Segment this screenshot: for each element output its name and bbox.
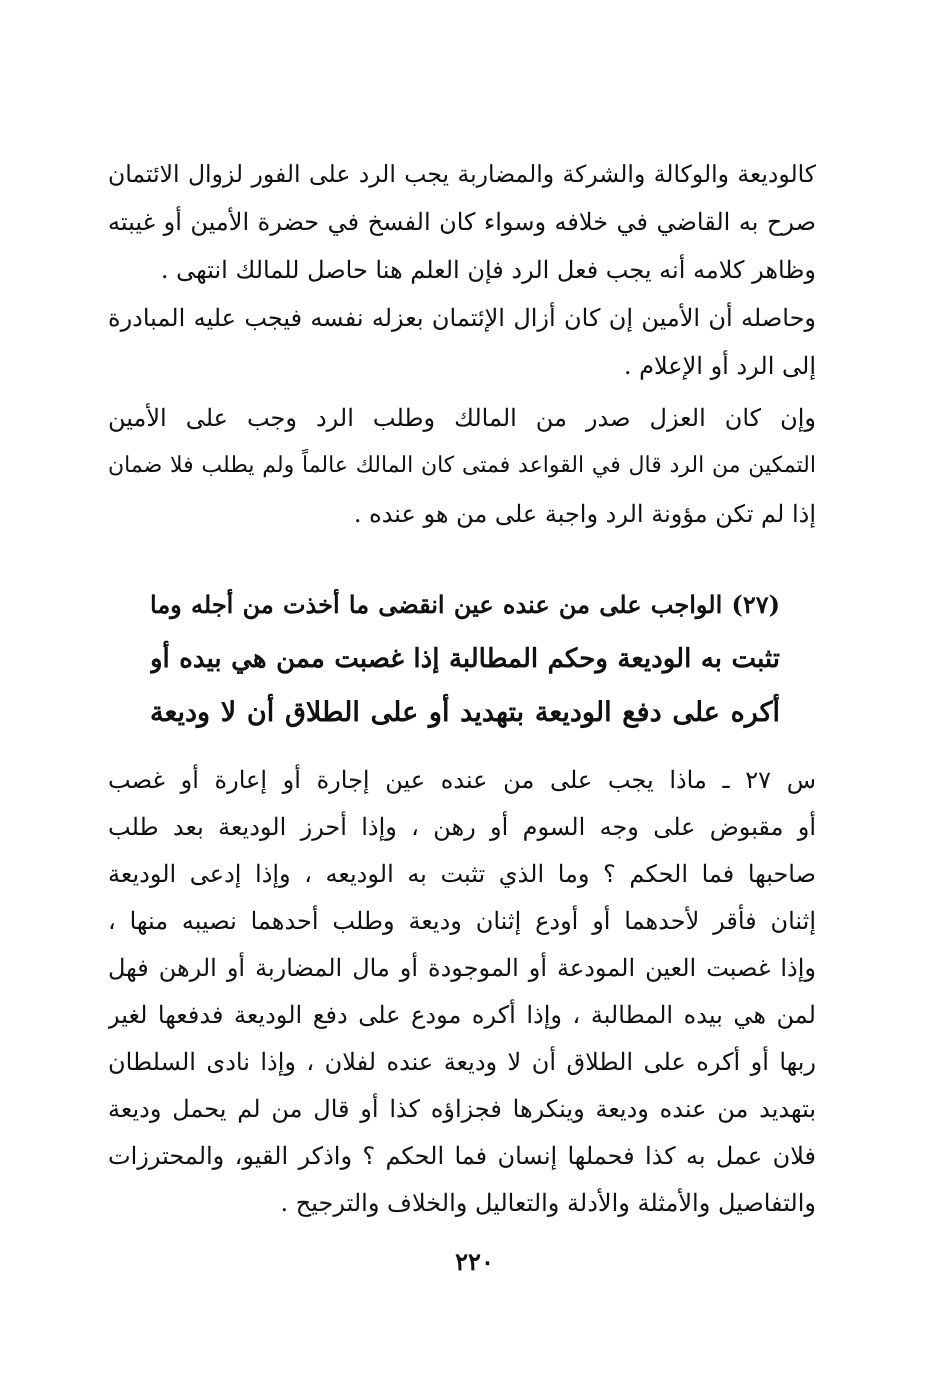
paragraph-line: كالوديعة والوكالة والشركة والمضاربة يجب الرد على الفور لزوال الائتمان [108, 160, 816, 188]
paragraph-line: إذا لم تكن مؤونة الرد واجبة على من هو عنده . [353, 500, 816, 528]
heading-line: أكره على دفع الوديعة بتهديد أو على الطلاق أن لا وديعة [150, 697, 780, 728]
paragraph-line: بتهديد من عنده وديعة وينكرها فجزاؤه كذا أو قال من لم يحمل وديعة [108, 1095, 816, 1123]
section-heading [150, 578, 780, 740]
question-paragraph [108, 757, 816, 1227]
paragraph-line: التمكين من الرد قال في القواعد فمتى كان المالك عالماً ولم يطلب فلا ضمان [108, 453, 816, 478]
paragraph-line: وحاصله أن الأمين إن كان أزال الإئتمان بعزله نفسه فيجب عليه المبادرة [108, 304, 816, 332]
page-number: ٢٢٠ [455, 1247, 494, 1276]
paragraph-line: إثنان فأقر لأحدهما أو أودع إثنان وديعة وطلب أحدهما نصيبه منها ، [108, 907, 816, 935]
paragraph-line: وإن كان العزل صدر من المالك وطلب الرد وجب على الأمين [108, 404, 816, 432]
paragraph-line: إلى الرد أو الإعلام . [623, 352, 816, 380]
paragraph-line: ربها أو أكره على الطلاق أن لا وديعة عنده لفلان ، وإذا نادى السلطان [108, 1048, 816, 1076]
paragraph-2 [108, 294, 816, 390]
paragraph-line: وإذا غصبت العين المودعة أو الموجودة أو مال المضاربة أو الرهن فهل [108, 954, 816, 982]
paragraph-line: صرح به القاضي في خلافه وسواء كان الفسخ في حضرة الأمين أو غيبته [108, 208, 816, 236]
paragraph-line: أو مقبوض على وجه السوم أو رهن ، وإذا أحرز الوديعة بعد طلب [108, 813, 816, 841]
paragraph-line: لمن هي بيده المطالبة ، وإذا أكره مودع على دفع الوديعة فدفعها لغير [108, 1001, 816, 1029]
paragraph-line: والتفاصيل والأمثلة والأدلة والتعاليل والخلاف والترجيح . [280, 1189, 816, 1217]
paragraph-3 [108, 394, 816, 538]
paragraph-line: صاحبها فما الحكم ؟ وما الذي تثبت به الوديعه ، وإذا إدعى الوديعة [108, 860, 816, 888]
paragraph-line: وظاهر كلامه أنه يجب فعل الرد فإن العلم هنا حاصل للمالك انتهى . [160, 256, 816, 284]
paragraph-1 [108, 150, 816, 294]
heading-line: تثبت به الوديعة وحكم المطالبة إذا غصبت ممن هي بيده أو [150, 644, 780, 674]
paragraph-line: فلان عمل به كذا فحملها إنسان فما الحكم ؟ واذكر القيو، والمحترزات [108, 1142, 816, 1170]
paragraph-line: س ٢٧ ـ ماذا يجب على من عنده عين إجارة أو إعارة أو غصب [108, 766, 816, 794]
heading-line: (٢٧) الواجب على من عنده عين انقضى ما أخذت من أجله وما [150, 590, 780, 619]
